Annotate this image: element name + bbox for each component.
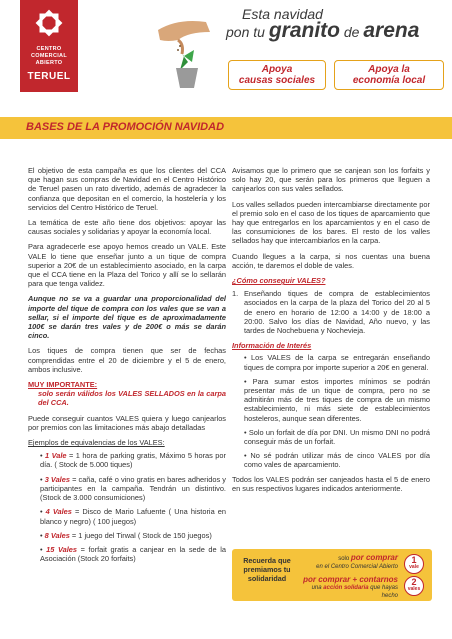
list-item: • 4 Vales = Disco de Mario Lafuente ( Una historia en blanco y negro) ( 100 juegos) bbox=[40, 507, 226, 526]
list-item bbox=[232, 289, 430, 335]
support-box-line: Apoya la bbox=[368, 64, 410, 75]
list-item: • 15 Vales = forfait gratis a canjear en la sede de la Asociación (Stock 20 forfaits) bbox=[40, 544, 226, 564]
promo-row-1-tail: en el Centro Comercial Abierto bbox=[316, 564, 398, 570]
promo-row-2: por comprar + contarnos bbox=[303, 575, 398, 584]
info-list bbox=[232, 353, 430, 469]
list-item: • No sé podrán utilizar más de cinco VALES por día como vales de aparcamiento. bbox=[244, 451, 430, 470]
paragraph: Avisamos que lo primero que se canjean son los forfaits y solo hay 20, que serán para los primeros que lleguen a canjearlos con sus vales sellados. bbox=[232, 166, 430, 194]
support-boxes bbox=[228, 60, 448, 90]
examples-list bbox=[28, 451, 226, 563]
slogan-line2 bbox=[226, 19, 450, 42]
promo-text: acción solidaria bbox=[323, 585, 369, 591]
support-box-line: causas sociales bbox=[238, 75, 316, 86]
support-box-line: economía local bbox=[352, 75, 426, 86]
logo-text-line1: CENTRO bbox=[36, 46, 62, 52]
info-text: Solo un forfait de día por DNI. Un mismo DNI no podrá conseguir más de un forfait. bbox=[244, 427, 430, 447]
slogan-part: de bbox=[340, 24, 364, 40]
list-item: • Solo un forfait de día por DNI. Un mismo DNI no podrá conseguir más de un forfait. bbox=[244, 427, 430, 447]
paragraph-emphasis: Aunque no se va a guardar una proporcionalidad del importe del tique de compra con los vales que se van a sellar, si el importe del tique es de aproximadamente 100€ se darán tres vales y de 200€ o más se darán cinco. bbox=[28, 294, 226, 341]
example-text: = forfait gratis a canjear en la sede de la Asociación (Stock 20 forfaits) bbox=[40, 544, 226, 564]
closing-paragraph: Todos los VALES podrán ser canjeados hasta el 5 de enero en sus respectivos lugares indicados anteriormente. bbox=[232, 474, 430, 493]
header bbox=[0, 0, 452, 100]
badge-unit: vales bbox=[407, 586, 421, 592]
list-item: • 1 Vale = 1 hora de parking gratis, Máximo 5 horas por día. ( Stock de 5.000 tiques) bbox=[40, 451, 226, 470]
important-title: MUY IMPORTANTE: bbox=[28, 380, 98, 390]
paragraph: Para agradecerle ese apoyo hemos creado un VALE. Este VALE lo tiene que enseñar junto a un tique de compra superior a 20€ de un establecimiento asociado, en la carpa que el CCA tiene en la Plaza del Torico y allí se lo sellarán para que tenga validez. bbox=[28, 242, 226, 289]
promo-rows bbox=[298, 554, 398, 600]
slogan-part: pon tu bbox=[226, 24, 269, 40]
example-text: = 1 juego del Tirwal ( Stock de 150 juegos) bbox=[69, 530, 212, 540]
badge-number: 1 bbox=[411, 555, 417, 565]
one-vale-badge bbox=[404, 554, 424, 574]
paragraph: Los valles sellados pueden intercambiarse directamente por el premio solo en el caso de los tiques de aparcamiento que hay que entregarlos en los aparcamientos y en el caso de las consumiciones de los bares. El resto de los valles sellados hay que intercambiarlos en la carpa. bbox=[232, 199, 430, 246]
star-icon bbox=[34, 8, 64, 38]
paragraph: Puede conseguir cuantos VALES quiera y luego canjearlos por premios con las limitaciones más abajo detalladas bbox=[28, 413, 226, 432]
promo-box bbox=[232, 549, 432, 601]
examples-title: Ejemplos de equivalencias de los VALES: bbox=[28, 438, 165, 448]
how-text: Enseñando tiques de compra de establecimientos asociados en la carpa de la plaza del Torico del 20 al 5 de enero en horario de 12:00 a 14:00 y de 18:00 a 20:00. Salvo los días de Navidad, Año nuevo, y las tardes de Nochebuena y Nochevieja. bbox=[244, 289, 430, 336]
two-vales-badge bbox=[404, 576, 424, 596]
list-item: • Los VALES de la carpa se entregarán enseñando tiques de compra por importe superior a 20€ en general. bbox=[244, 353, 430, 372]
list-item: • 8 Vales = 1 juego del Tirwal ( Stock de 150 juegos) bbox=[40, 530, 212, 540]
promo-row-2-tail bbox=[298, 584, 398, 600]
how-list bbox=[232, 289, 430, 335]
paragraph: Los tiques de compra tienen que ser de fechas comprendidas entre el 20 de diciembre y el 5 de enero, ambos inclusive. bbox=[28, 346, 226, 374]
right-column bbox=[232, 166, 430, 499]
section-title-band bbox=[0, 117, 452, 139]
support-box-line: Apoya bbox=[261, 64, 293, 75]
logo bbox=[20, 0, 78, 92]
example-count: 4 Vales bbox=[45, 507, 72, 517]
info-text: Los VALES de la carpa se entregarán enseñando tiques de compra por importe superior a 20€ en general. bbox=[244, 353, 430, 372]
slogan-part: arena bbox=[363, 19, 420, 42]
example-count: 15 Vales bbox=[46, 544, 78, 554]
promo-text: que hayas hecho bbox=[368, 585, 398, 599]
example-text: = 1 hora de parking gratis, Máximo 5 horas por día. ( Stock de 5.000 tiques) bbox=[40, 451, 226, 470]
info-title: Información de Interés bbox=[232, 341, 312, 351]
info-text: No sé podrán utilizar más de cinco VALES por día como vales de aparcamiento. bbox=[244, 451, 430, 470]
list-item: • 3 Vales = caña, café o vino gratis en bares adheridos y participantes en la campaña. Tendrán un distintivo. (Stock de 3.000 consumiciones) bbox=[40, 474, 226, 503]
logo-city: TERUEL bbox=[27, 71, 71, 82]
how-title: ¿Cómo conseguir VALES? bbox=[232, 276, 326, 286]
promo-title: Recuerda que premiamos tu solidaridad bbox=[243, 556, 291, 583]
logo-text-line2: COMERCIAL bbox=[30, 53, 67, 59]
promo-row-1 bbox=[298, 554, 398, 563]
paragraph: La temática de este año tiene dos objetivos: apoyar las causas sociales y solidarias y apoyar la economía local. bbox=[28, 218, 226, 237]
example-count: 3 Vales bbox=[44, 474, 70, 484]
example-text: = caña, café o vino gratis en bares adheridos y participantes en la campaña. Tendrán un distintivo. (Stock de 3.000 consumiciones) bbox=[40, 474, 226, 503]
badge-unit: vale bbox=[409, 564, 419, 570]
promo-text: solo bbox=[338, 556, 351, 562]
slogan bbox=[220, 6, 450, 41]
example-text: = Disco de Mario Lafuente ( Una historia en blanco y negro) ( 100 juegos) bbox=[40, 507, 226, 526]
list-item: • Para sumar estos importes mínimos se podrán presentar más de un tique de compra, pero no se admitirán más de tres tiques de compra de un mismo establecimiento, ni más siete de establecimientos hosteleros, aunque sean diferentes. bbox=[244, 376, 430, 423]
promo-text: una bbox=[311, 585, 324, 591]
slogan-line1: Esta navidad bbox=[242, 6, 323, 22]
logo-text-line3: ABIERTO bbox=[35, 60, 63, 66]
example-count: 8 Vales bbox=[44, 530, 70, 540]
badge-number: 2 bbox=[411, 577, 417, 587]
info-text: Para sumar estos importes mínimos se podrán presentar más de un tique de compra, pero no se admitirán más de tres tiques de compra de un mismo establecimiento, ni más siete de establecimientos hosteleros, aunque sean diferentes. bbox=[244, 376, 430, 423]
support-box-local bbox=[334, 60, 444, 90]
section-title: BASES DE LA PROMOCIÓN NAVIDAD bbox=[26, 121, 225, 133]
hand-planting-illustration bbox=[148, 10, 218, 92]
paragraph: Cuando llegues a la carpa, si nos cuentas una buena acción, te daremos el doble de vales. bbox=[232, 251, 430, 270]
important-text: solo serán válidos los VALES SELLADOS en la carpa del CCA. bbox=[38, 389, 226, 408]
support-box-social bbox=[228, 60, 326, 90]
paragraph: El objetivo de esta campaña es que los clientes del CCA que hagan sus compras de Navidad en el Centro Histórico de Teruel pasen un rato divertido, además de agradecer la confianza que depositan en el comercio, la hostelería y los servicios del Centro Histórico de Teruel. bbox=[28, 166, 226, 212]
list-number: 1. bbox=[232, 289, 239, 299]
example-count: 1 Vale bbox=[45, 451, 67, 461]
promo-text: por comprar bbox=[350, 553, 398, 562]
slogan-part: granito bbox=[268, 19, 340, 42]
left-column bbox=[28, 166, 226, 568]
